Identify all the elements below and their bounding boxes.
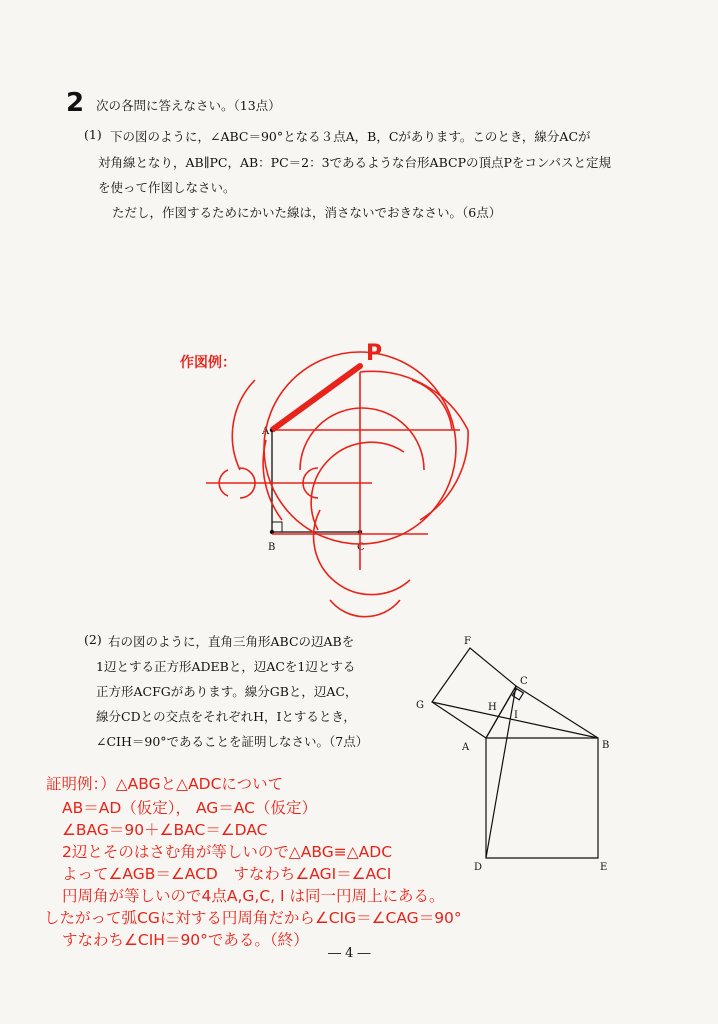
question-title: 次の各問に答えなさい。（13点） bbox=[96, 98, 281, 113]
label-h: H bbox=[488, 702, 497, 713]
part2-line: 線分CDとの交点をそれぞれH，Iとするとき， bbox=[96, 709, 356, 724]
label-a: A bbox=[262, 426, 270, 437]
part2-line: 1辺とする正方形ADEBと，辺ACを1辺とする bbox=[96, 659, 356, 674]
label-a2: A bbox=[462, 742, 470, 753]
label-c: C bbox=[357, 542, 365, 553]
label-d: D bbox=[474, 862, 483, 873]
label-e: E bbox=[600, 862, 608, 873]
page-number: ― 4 ― bbox=[328, 946, 371, 961]
label-b2: B bbox=[602, 740, 610, 751]
part2-line: 右の図のように，直角三角形ABCの辺ABを bbox=[108, 634, 355, 649]
square-acfg bbox=[432, 648, 516, 738]
part2-line: 正方形ACFGがあります。線分GBと，辺AC， bbox=[96, 684, 358, 699]
square-adeb bbox=[486, 738, 598, 858]
question-number: 2 bbox=[66, 88, 85, 118]
proof-line: すなわち∠CIH＝90°である。（終） bbox=[62, 931, 309, 949]
part2-number: (2) bbox=[84, 632, 102, 647]
construction-example-label: 作図例： bbox=[180, 355, 236, 371]
label-g: G bbox=[416, 700, 424, 711]
label-b: B bbox=[268, 542, 276, 553]
proof-line: AB＝AD（仮定）， AG＝AC（仮定） bbox=[62, 799, 317, 817]
part1-number: (1) bbox=[84, 127, 102, 142]
proof-line: 証明例：）△ABGと△ADCについて bbox=[46, 775, 284, 793]
label-c2: C bbox=[520, 676, 528, 687]
part1-line: ただし，作図するためにかいた線は，消さないでおきなさい。（6点） bbox=[112, 205, 502, 220]
segment-cb bbox=[516, 686, 598, 738]
part1-line: 下の図のように，∠ABC＝90°となる３点A，B，Cがあります。このとき，線分ACが bbox=[110, 129, 591, 144]
proof-line: よって∠AGB＝∠ACD すなわち∠AGI＝∠ACI bbox=[62, 865, 392, 883]
proof-line: 円周角が等しいので4点A,G,C, I は同一円周上にある。 bbox=[62, 887, 445, 905]
proof-line: ∠BAG＝90＋∠BAC＝∠DAC bbox=[62, 821, 268, 839]
proof-line: したがって弧CGに対する円周角だから∠CIG＝∠CAG＝90° bbox=[44, 909, 462, 927]
proof-line: 2辺とそのはさむ角が等しいので△ABG≡△ADC bbox=[62, 843, 393, 861]
label-f: F bbox=[464, 636, 471, 647]
part1-line: 対角線となり，AB∥PC，AB：PC＝2：3であるような台形ABCPの頂点Pをコンパスと定規 bbox=[98, 155, 612, 170]
label-p: P bbox=[366, 341, 383, 366]
part2-line: ∠CIH＝90°であることを証明しなさい。（7点） bbox=[96, 734, 369, 749]
part1-line: を使って作図しなさい。 bbox=[98, 180, 236, 195]
label-i: I bbox=[514, 710, 518, 721]
